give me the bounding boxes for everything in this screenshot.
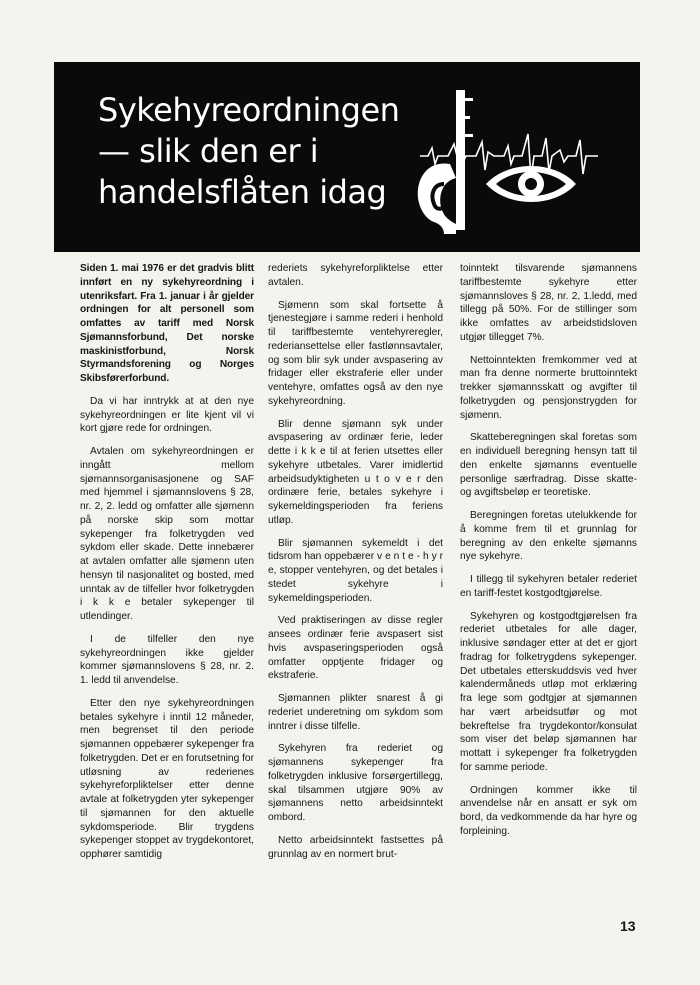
body-paragraph: Blir denne sjømann syk under avspasering av ordinær ferie, leder dette i k k e til at ferien utsettes eller sykehyre utbetales. Varer imidlertid arbeidsudyktigheten u t o v e r den ordinære ferie, betales sykehyre i sykemeldingsperioden fra feriens utløp. bbox=[268, 418, 443, 526]
body-paragraph: Sykehyren fra rederiet og sjømannens sykepenger fra folketrygden inklusive forsørgertillegg, skal tilsammen utgjøre 90% av sjømannens netto arbeidsinntekt ombord. bbox=[268, 743, 443, 823]
body-paragraph: Avtalen om sykehyreordningen er inngått mellom sjømannsorganisasjonene og SAF med hjemmel i sjømannslovens § 28, nr. 2, 2. ledd og omfatter alle sjømenn på norske skip som mottar sykepenger fra folketrygden ved sykdom eller skade. Dette innebærer at avtalen omfatter alle sjømenn uten hensyn til nasjonalitet og bosted, med unntak av de tilfeller hvor folketrygden i k k e betaler sykepenger til utlendinger. bbox=[80, 446, 254, 622]
ear-icon bbox=[418, 163, 456, 234]
body-paragraph: Da vi har inntrykk at at den nye sykehyreordningen er lite kjent vil vi kort gjøre rede for ordningen. bbox=[80, 395, 254, 435]
body-paragraph: Netto arbeidsinntekt fastsettes på grunnlag av en normert brut- bbox=[268, 834, 443, 860]
emblem-tick bbox=[465, 134, 473, 137]
text-column-3 bbox=[460, 262, 637, 848]
ear-eye-emblem bbox=[404, 86, 604, 236]
title-line: Sykehyreordningen bbox=[98, 91, 400, 129]
body-paragraph: Ved praktiseringen av disse regler ansees ordinær ferie avspasert sist hvis avspaseringsperioden også omfatter opptjente fridager og ekstraferie. bbox=[268, 615, 443, 682]
body-paragraph: rederiets sykehyreforpliktelse etter avtalen. bbox=[268, 263, 443, 288]
title-banner bbox=[54, 62, 640, 252]
body-paragraph: I de tilfeller den nye sykehyreordningen ikke gjelder kommer sjømannslovens § 28, nr. 2. 1. ledd til anvendelse. bbox=[80, 633, 254, 686]
body-paragraph: Sjømannen plikter snarest å gi rederiet underetning om sykdom som inntrer i disse tilfelle. bbox=[268, 693, 443, 732]
body-paragraph: Skatteberegningen skal foretas som en individuell beregning hensyn tatt til den enkelte sjømanns eventuelle personlige særfradrag. Disse skatte- og avgiftsbeløp er teoretiske. bbox=[460, 432, 637, 499]
emblem-tick bbox=[465, 98, 473, 101]
text-column-1 bbox=[80, 262, 254, 871]
body-paragraph: Beregningen foretas utelukkende for å komme frem til et grunnlag for beregning av den enkelte sjømanns nye sykehyre. bbox=[460, 510, 637, 563]
emblem-tick bbox=[465, 116, 470, 119]
body-paragraph: toinntekt tilsvarende sjømannens tariffbestemte sykehyre etter sjømannsloves § 28, nr. 2, 1.ledd, med tillegg på 50%. For de stillinger som ikke omfattes av arbeidstidsloven utgjør tillegget 7%. bbox=[460, 263, 637, 343]
page-number: 13 bbox=[620, 918, 636, 934]
body-paragraph: Sykehyren og kostgodtgjørelsen fra rederiet utbetales for alle dager, inklusive søndager etter at det er gjort fradrag for folketrygdens sykepenger. Det utbetales etterskuddsvis ved hver kalendermåneds utløp mot erklæring fra lege som godtgjør at sjømannen har vært arbeidsutfør og mot bekreftelse fra trygdekontor/konsulat som viser det beløp sjømannen har mottatt i sykepenger fra folketrygden for samme periode. bbox=[460, 610, 637, 773]
page-title bbox=[98, 90, 399, 213]
eye-icon bbox=[486, 166, 576, 202]
intro-paragraph: Siden 1. mai 1976 er det gradvis blitt innført en ny sykehyreordning i utenriksfart. Fra 1. januar i år gjelder ordningen for alt personell som omfattes av tariff med Norsk Sjømannsforbund, Det norske maskinistforbund, Norsk Styrmandsforening og Norges Skibsførerforbund. bbox=[80, 263, 254, 384]
title-line: handelsflåten idag bbox=[98, 173, 387, 211]
body-paragraph: Etter den nye sykehyreordningen betales sykehyre i inntil 12 måneder, men begrenset til den periode sjømannen oppebærer sykepenger fra folketrygden. Det er en forutsetning for utløsning av rederienes sykehyreforpliktelser etter denne avtale at folketrygden yter sykepenger til sjømannen for den aktuelle sykdomsperiode. Blir trygdens sykepenger stoppet av trygdekontoret, opphører samtidig bbox=[80, 697, 254, 860]
body-paragraph: I tillegg til sykehyren betaler rederiet en tariff-festet kostgodtgjørelse. bbox=[460, 574, 637, 599]
body-paragraph: Sjømenn som skal fortsette å tjenestegjøre i samme rederi i henhold til tariffbestemte ventehyreregler, rederiansettelse eller fastlønnsavtaler, og som blir syk under avspasering av fridager eller ekstraferie eller under ventehyre, omfattes også av den nye sykehyreordning. bbox=[268, 299, 443, 407]
body-paragraph: Blir sjømannen sykemeldt i det tidsrom han oppebærer v e n t e - h y r e, stopper ventehyren, og det betales i stedet sykehyre i sykemeldingsperioden. bbox=[268, 537, 443, 604]
body-paragraph: Nettoinntekten fremkommer ved at man fra denne normerte bruttoinntekt trekker sjømannsskatt og avgifter til folketrygden og pensjonstrygden for sjømenn. bbox=[460, 354, 637, 421]
body-paragraph: Ordningen kommer ikke til anvendelse når en ansatt er syk om bord, da vedkommende da har hyre og forpleining. bbox=[460, 784, 637, 837]
title-line: — slik den er i bbox=[98, 132, 319, 170]
text-column-2 bbox=[268, 262, 443, 870]
